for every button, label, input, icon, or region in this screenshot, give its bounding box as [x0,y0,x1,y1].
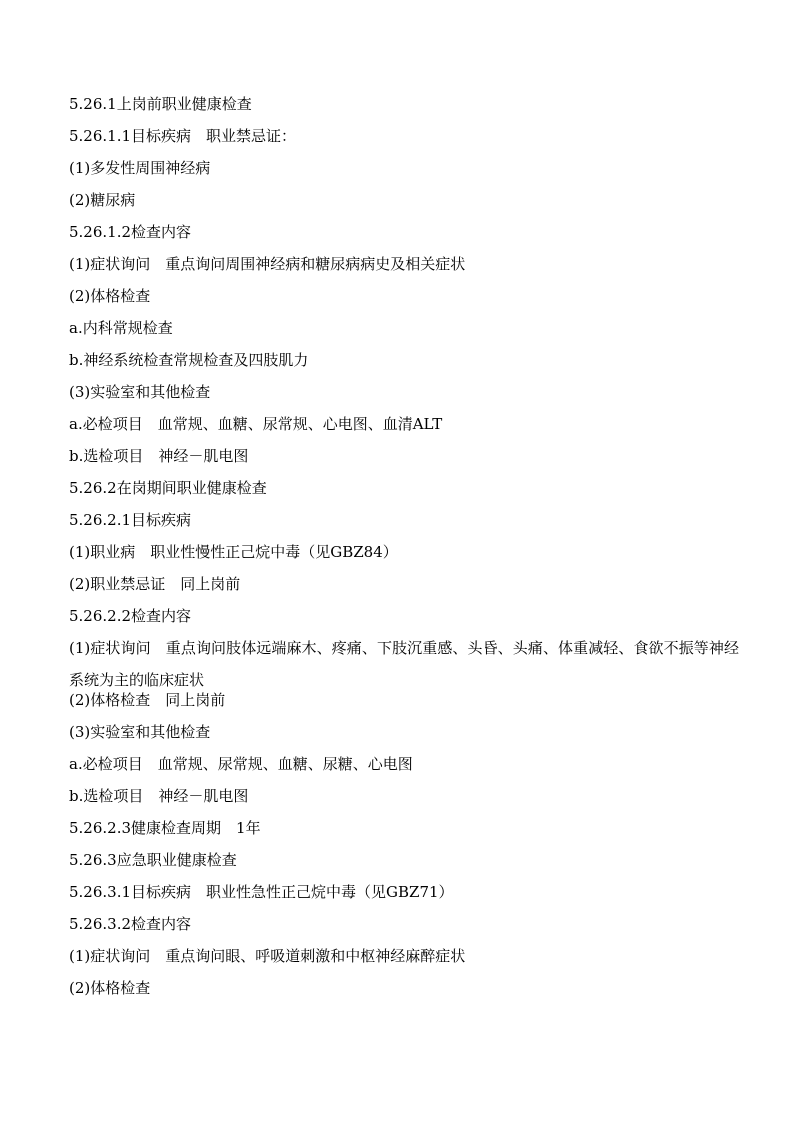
list-item: (1)症状询问 重点询问肢体远端麻木、疼痛、下肢沉重感、头昏、头痛、体重减轻、食欲不振等神经系统为主的临床症状 [69,639,739,689]
list-item: a.内科常规检查 [69,319,173,337]
list-item: b.选检项目 神经－肌电图 [69,787,249,805]
subsection-heading: 5.26.2.2检查内容 [69,607,192,625]
list-item: b.选检项目 神经－肌电图 [69,447,249,465]
document-page [69,94,739,1010]
list-item: (3)实验室和其他检查 [69,723,211,741]
list-item: (2)糖尿病 [69,191,136,209]
subsection-heading: 5.26.3.1目标疾病 职业性急性正己烷中毒（见GBZ71） [69,883,454,901]
section-heading: 5.26.3应急职业健康检查 [69,851,237,869]
list-item: (2)职业禁忌证 同上岗前 [69,575,241,593]
subsection-heading: 5.26.2.3健康检查周期 1年 [69,819,261,837]
list-item: a.必检项目 血常规、尿常规、血糖、尿糖、心电图 [69,755,413,773]
list-item: b.神经系统检查常规检查及四肢肌力 [69,351,309,369]
list-item: (2)体格检查 [69,979,151,997]
list-item: a.必检项目 血常规、血糖、尿常规、心电图、血清ALT [69,415,443,433]
list-item: (1)多发性周围神经病 [69,159,211,177]
section-heading: 5.26.1上岗前职业健康检查 [69,95,252,113]
subsection-heading: 5.26.1.2检查内容 [69,223,192,241]
list-item: (1)职业病 职业性慢性正己烷中毒（见GBZ84） [69,543,398,561]
list-item: (2)体格检查 同上岗前 [69,691,226,709]
section-heading: 5.26.2在岗期间职业健康检查 [69,479,267,497]
list-item: (1)症状询问 重点询问周围神经病和糖尿病病史及相关症状 [69,255,466,273]
subsection-heading: 5.26.3.2检查内容 [69,915,192,933]
subsection-heading: 5.26.2.1目标疾病 [69,511,192,529]
subsection-heading: 5.26.1.1目标疾病 职业禁忌证： [69,127,297,145]
list-item: (3)实验室和其他检查 [69,383,211,401]
list-item: (2)体格检查 [69,287,151,305]
list-item: (1)症状询问 重点询问眼、呼吸道刺激和中枢神经麻醉症状 [69,947,466,965]
